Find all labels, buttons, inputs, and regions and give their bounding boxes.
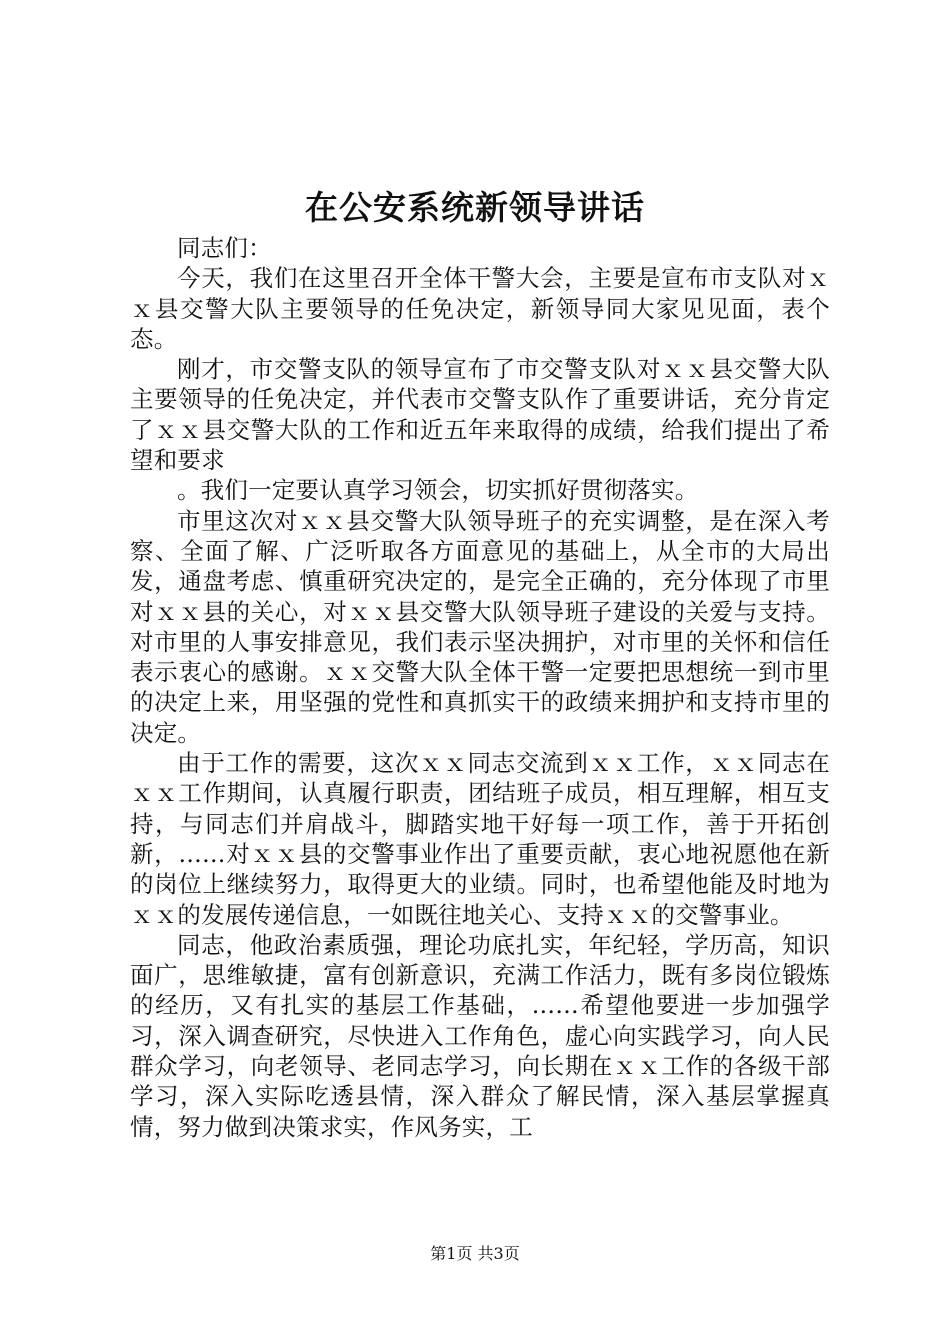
paragraph-4: 市里这次对ｘｘ县交警大队领导班子的充实调整，是在深入考察、全面了解、广泛听取各方面意见的基础上，从全市的大局出发，通盘考虑、慎重研究决定的，是完全正确的，充分体现了市里对ｘｘ县的关心，对ｘｘ县交警大队领导班子建设的关爱与支持。对市里的人事安排意见，我们表示坚决拥护，对市里的关怀和信任表示衷心的感谢。ｘｘ交警大队全体干警一定要把思想统一到市里的决定上来，用坚强的党性和真抓实干的政绩来拥护和支持市里的决定。 <box>130 506 830 747</box>
paragraph-1: 今天，我们在这里召开全体干警大会，主要是宣布市支队对ｘｘ县交警大队主要领导的任免决定，新领导同大家见见面，表个态。 <box>130 264 830 353</box>
paragraph-3: 。我们一定要认真学习领会，切实抓好贯彻落实。 <box>177 476 699 505</box>
page-footer: 第1页 共3页 <box>430 1244 520 1263</box>
paragraph-5: 由于工作的需要，这次ｘｘ同志交流到ｘｘ工作，ｘｘ同志在ｘｘ工作期间，认真履行职责，团结班子成员，相互理解，相互支持，与同志们并肩战斗，脚踏实地干好每一项工作，善于开拓创新，……对ｘｘ县的交警事业作出了重要贡献，衷心地祝愿他在新的岗位上继续努力，取得更大的业绩。同时，也希望他能及时地为ｘｘ的发展传递信息，一如既往地关心、支持ｘｘ的交警事业。 <box>130 749 830 929</box>
document-body <box>130 233 830 1142</box>
document-title: 在公安系统新领导讲话 <box>305 188 645 227</box>
paragraph-2: 刚才，市交警支队的领导宣布了市交警支队对ｘｘ县交警大队主要领导的任免决定，并代表市交警支队作了重要讲话，充分肯定了ｘｘ县交警大队的工作和近五年来取得的成绩，给我们提出了希望和要求 <box>130 355 830 475</box>
paragraph-6: 同志，他政治素质强，理论功底扎实，年纪轻，学历高，知识面广，思维敏捷，富有创新意识，充满工作活力，既有多岗位锻炼的经历，又有扎实的基层工作基础，……希望他要进一步加强学习，深入调查研究，尽快进入工作角色，虚心向实践学习，向人民群众学习，向老领导、老同志学习，向长期在ｘｘ工作的各级干部学习，深入实际吃透县情，深入群众了解民情，深入基层掌握真情，努力做到决策求实，作风务实，工 <box>130 930 830 1141</box>
salutation: 同志们： <box>177 234 272 262</box>
